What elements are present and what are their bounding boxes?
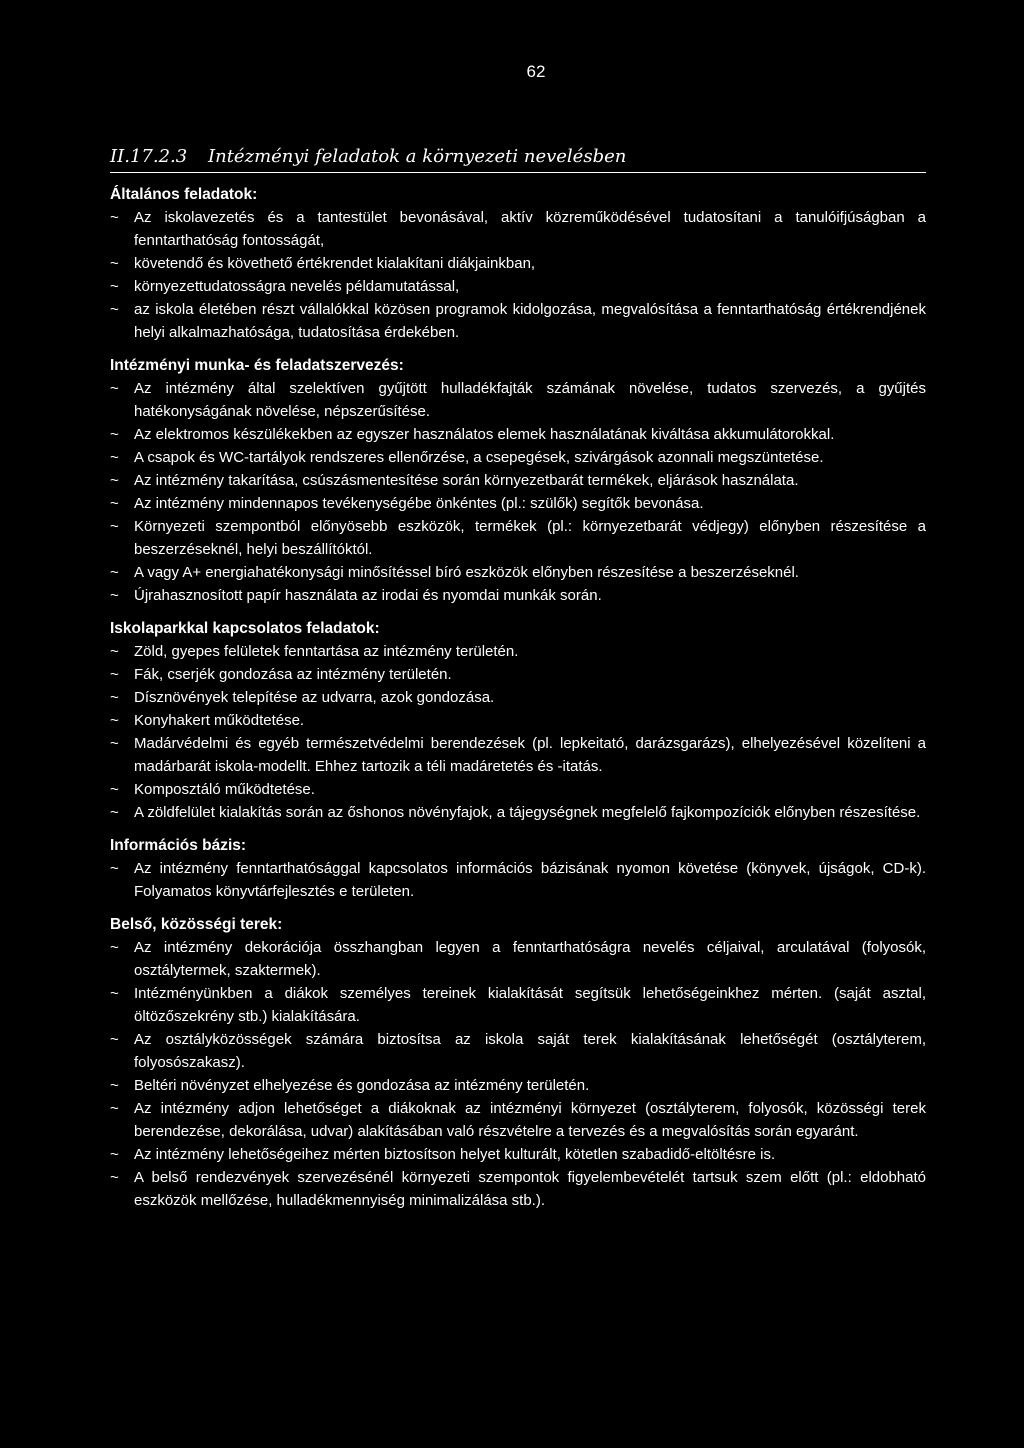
list-item — [110, 1166, 926, 1212]
tilde-bullet-icon: ~ — [110, 781, 119, 798]
section-2 — [110, 617, 926, 824]
bullet-list — [110, 377, 926, 607]
tilde-bullet-icon: ~ — [110, 1146, 119, 1163]
list-item-text: Az intézmény lehetőségeihez mérten biztosítson helyet kulturált, kötetlen szabadidő-eltöltésre is. — [134, 1146, 776, 1163]
list-item — [110, 561, 926, 584]
section-0 — [110, 183, 926, 344]
list-item — [110, 1028, 926, 1074]
tilde-bullet-icon: ~ — [110, 1169, 119, 1186]
bullet-list — [110, 857, 926, 903]
list-item-text: Intézményünkben a diákok személyes tereinek kialakítását segítsük lehetőségeinkhez mérten. (saját asztal, öltözőszekrény stb.) kialakítására. — [134, 985, 926, 1025]
list-item-text: Beltéri növényzet elhelyezése és gondozása az intézmény területén. — [134, 1077, 590, 1094]
tilde-bullet-icon: ~ — [110, 1077, 119, 1094]
section-heading — [110, 146, 926, 173]
list-item-text: Az intézmény dekorációja összhangban legyen a fenntarthatóságra nevelés céljaival, arculatával (folyosók, osztálytermek, szaktermek). — [134, 939, 926, 979]
section-title: Belső, közösségi terek: — [110, 916, 283, 933]
list-item — [110, 206, 926, 252]
section-title: Intézményi munka- és feladatszervezés: — [110, 357, 404, 374]
list-item-text: A zöldfelület kialakítás során az őshonos növényfajok, a tájegységnek megfelelő fajkompozíciók előnyben részesítése. — [134, 804, 921, 821]
tilde-bullet-icon: ~ — [110, 1031, 119, 1048]
list-item-text: Az iskolavezetés és a tantestület bevonásával, aktív közreműködésével tudatosítani a tanulóifjúságban a fenntarthatóság fontosságát, — [134, 209, 926, 249]
list-item — [110, 663, 926, 686]
tilde-bullet-icon: ~ — [110, 587, 119, 604]
bullet-list — [110, 206, 926, 344]
list-item-text: Konyhakert működtetése. — [134, 712, 305, 729]
tilde-bullet-icon: ~ — [110, 449, 119, 466]
heading-title: Intézményi feladatok a környezeti nevelésben — [208, 146, 627, 167]
list-item-text: Újrahasznosított papír használata az irodai és nyomdai munkák során. — [134, 587, 602, 604]
bullet-list — [110, 640, 926, 824]
list-item-text: A vagy A+ energiahatékonysági minősítéssel bíró eszközök előnyben részesítése a beszerzéseknél. — [134, 564, 799, 581]
section-title: Információs bázis: — [110, 837, 247, 854]
tilde-bullet-icon: ~ — [110, 426, 119, 443]
list-item-text: Az osztályközösségek számára biztosítsa az iskola saját terek kialakításának lehetőségét (osztályterem, folyosószakasz). — [134, 1031, 926, 1071]
tilde-bullet-icon: ~ — [110, 518, 119, 535]
list-item — [110, 515, 926, 561]
section-4 — [110, 913, 926, 1212]
list-item — [110, 1074, 926, 1097]
list-item — [110, 584, 926, 607]
list-item — [110, 801, 926, 824]
tilde-bullet-icon: ~ — [110, 643, 119, 660]
tilde-bullet-icon: ~ — [110, 209, 119, 226]
page-number: 62 — [526, 62, 546, 81]
list-item-text: Komposztáló működtetése. — [134, 781, 315, 798]
tilde-bullet-icon: ~ — [110, 301, 119, 318]
list-item — [110, 640, 926, 663]
list-item — [110, 778, 926, 801]
list-item-text: Az intézmény által szelektíven gyűjtött hulladékfajták számának növelése, tudatos szervezés, a gyűjtés hatékonyságának növelése, népszerűsítése. — [134, 380, 926, 420]
list-item — [110, 446, 926, 469]
section-title: Általános feladatok: — [110, 186, 258, 203]
bullet-list — [110, 936, 926, 1212]
tilde-bullet-icon: ~ — [110, 939, 119, 956]
tilde-bullet-icon: ~ — [110, 735, 119, 752]
list-item-text: Az intézmény fenntarthatósággal kapcsolatos információs bázisának nyomon követése (könyvek, újságok, CD-k). Folyamatos könyvtárfejlesztés e területen. — [134, 860, 926, 900]
list-item-text: Az elektromos készülékekben az egyszer használatos elemek használatának kiváltása akkumulátorokkal. — [134, 426, 835, 443]
tilde-bullet-icon: ~ — [110, 564, 119, 581]
list-item — [110, 423, 926, 446]
section-title: Iskolaparkkal kapcsolatos feladatok: — [110, 620, 380, 637]
tilde-bullet-icon: ~ — [110, 712, 119, 729]
list-item-text: az iskola életében részt vállalókkal közösen programok kidolgozása, megvalósítása a fenntarthatóság értékrendjének helyi alkalmazhatósága, tudatosítása érdekében. — [134, 301, 926, 341]
list-item — [110, 936, 926, 982]
list-item — [110, 377, 926, 423]
tilde-bullet-icon: ~ — [110, 1100, 119, 1117]
list-item-text: környezettudatosságra nevelés példamutatással, — [134, 278, 460, 295]
list-item-text: Madárvédelmi és egyéb természetvédelmi berendezések (pl. lepkeitató, darázsgarázs), elhelyezésével közelíteni a madárbarát iskola-modellt. Ehhez tartozik a téli madáretetés és -itatás. — [134, 735, 926, 775]
tilde-bullet-icon: ~ — [110, 666, 119, 683]
list-item — [110, 298, 926, 344]
list-item — [110, 275, 926, 298]
list-item-text: Környezeti szempontból előnyösebb eszközök, termékek (pl.: környezetbarát védjegy) előnyben részesítése a beszerzéseknél, helyi beszállítóktól. — [134, 518, 926, 558]
list-item — [110, 252, 926, 275]
list-item — [110, 857, 926, 903]
list-item — [110, 709, 926, 732]
tilde-bullet-icon: ~ — [110, 255, 119, 272]
list-item-text: Fák, cserjék gondozása az intézmény területén. — [134, 666, 452, 683]
tilde-bullet-icon: ~ — [110, 380, 119, 397]
tilde-bullet-icon: ~ — [110, 804, 119, 821]
list-item — [110, 1097, 926, 1143]
list-item — [110, 492, 926, 515]
list-item-text: A belső rendezvények szervezésénél környezeti szempontok figyelembevételét tartsuk szem előtt (pl.: eldobható eszközök mellőzése, hulladékmennyiség minimalizálása stb.). — [134, 1169, 926, 1209]
list-item — [110, 1143, 926, 1166]
tilde-bullet-icon: ~ — [110, 860, 119, 877]
tilde-bullet-icon: ~ — [110, 985, 119, 1002]
tilde-bullet-icon: ~ — [110, 278, 119, 295]
tilde-bullet-icon: ~ — [110, 472, 119, 489]
list-item — [110, 686, 926, 709]
sections-container — [110, 183, 926, 1212]
section-1 — [110, 354, 926, 607]
list-item — [110, 732, 926, 778]
list-item-text: Zöld, gyepes felületek fenntartása az intézmény területén. — [134, 643, 519, 660]
tilde-bullet-icon: ~ — [110, 689, 119, 706]
section-3 — [110, 834, 926, 903]
list-item-text: A csapok és WC-tartályok rendszeres ellenőrzése, a csepegések, szivárgások azonnali megszüntetése. — [134, 449, 824, 466]
list-item-text: Az intézmény adjon lehetőséget a diákoknak az intézményi környezet (osztályterem, folyosók, közösségi terek berendezése, dekorálása, udvar) alakításában való részvételre a tervezés és a megvalósítás során egyaránt. — [134, 1100, 926, 1140]
heading-number: II.17.2.3 — [110, 146, 188, 167]
list-item-text: Az intézmény mindennapos tevékenységébe önkéntes (pl.: szülők) segítők bevonása. — [134, 495, 704, 512]
tilde-bullet-icon: ~ — [110, 495, 119, 512]
list-item — [110, 982, 926, 1028]
list-item-text: követendő és követhető értékrendet kialakítani diákjainkban, — [134, 255, 536, 272]
list-item-text: Az intézmény takarítása, csúszásmentesítése során környezetbarát termékek, eljárások használata. — [134, 472, 799, 489]
list-item — [110, 469, 926, 492]
document-body — [110, 146, 926, 1222]
list-item-text: Dísznövények telepítése az udvarra, azok gondozása. — [134, 689, 495, 706]
